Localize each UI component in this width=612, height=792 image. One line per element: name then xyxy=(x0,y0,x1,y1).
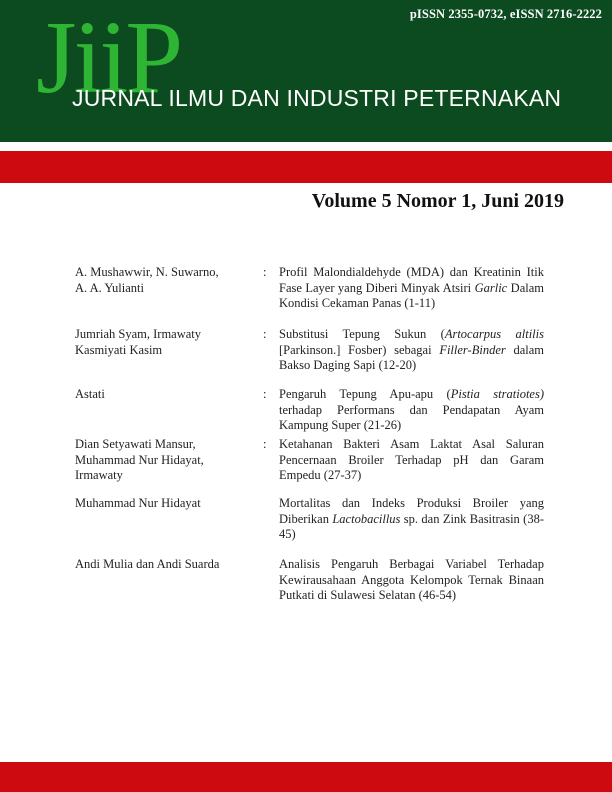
toc-article-title xyxy=(279,557,544,604)
toc-separator: : xyxy=(263,265,267,279)
title-part: Pengaruh Tepung Apu-apu ( xyxy=(279,387,451,401)
issn-text: pISSN 2355-0732, eISSN 2716-2222 xyxy=(409,7,602,21)
author-line: A. A. Yulianti xyxy=(75,280,144,295)
toc-authors xyxy=(75,557,260,573)
author-line: Astati xyxy=(75,387,105,401)
toc-article-title xyxy=(279,387,544,434)
toc-article-title xyxy=(279,496,544,543)
journal-name: JURNAL ILMU DAN INDUSTRI PETERNAKAN xyxy=(72,85,562,111)
title-italic-part: Lactobacillus xyxy=(332,511,401,526)
title-italic-part: Filler-Binder xyxy=(439,342,506,357)
author-line: Jumriah Syam, Irmawaty xyxy=(75,327,202,341)
toc-article-title xyxy=(279,437,544,484)
title-part: Dalam Kondisi Cekaman Panas (1-11) xyxy=(279,280,544,310)
footer-red-band xyxy=(0,762,612,792)
author-line: Dian Setyawati Mansur, xyxy=(75,437,196,451)
toc-authors xyxy=(75,387,260,403)
title-part: sp. dan Zink Basitrasin (38-45) xyxy=(279,511,544,541)
author-line: Andi Mulia dan Andi Suarda xyxy=(75,557,220,571)
author-line: Kasmiyati Kasim xyxy=(75,342,163,357)
author-line: Muhammad Nur Hidayat xyxy=(75,496,201,510)
title-part: Profil Malondialdehyde (MDA) dan Kreatinin Itik Fase Layer yang Diberi Minyak Atsiri xyxy=(279,265,544,295)
header-red-band xyxy=(0,151,612,183)
header-divider xyxy=(0,142,612,151)
title-part: [Parkinson.] Fosber) sebagai xyxy=(279,342,440,357)
title-part: Mortalitas dan Indeks Produksi Broiler yang Diberikan xyxy=(279,496,544,526)
toc-article-title xyxy=(279,265,544,312)
journal-header xyxy=(0,0,612,142)
title-italic-part: Garlic xyxy=(474,280,508,295)
toc-separator: : xyxy=(263,437,267,451)
issue-volume: Volume 5 Nomor 1, Juni 2019 xyxy=(311,190,564,212)
title-part: Ketahanan Bakteri Asam Laktat Asal Saluran Pencernaan Broiler Terhadap pH dan Garam Empedu (27-37) xyxy=(279,437,544,482)
toc-authors xyxy=(75,437,260,484)
toc-separator: : xyxy=(263,387,267,401)
author-line: Muhammad Nur Hidayat, xyxy=(75,452,204,467)
title-part: Substitusi Tepung Sukun ( xyxy=(279,327,445,341)
toc-authors xyxy=(75,496,260,512)
author-line: A. Mushawwir, N. Suwarno, xyxy=(75,265,219,279)
toc-authors xyxy=(75,265,260,296)
title-italic-part: Pistia stratiotes) xyxy=(450,387,544,401)
author-line: Irmawaty xyxy=(75,468,123,482)
toc-separator: : xyxy=(263,327,267,341)
toc-article-title xyxy=(279,327,544,374)
toc-authors xyxy=(75,327,260,358)
title-italic-part: Artocarpus altilis xyxy=(444,327,544,341)
title-part: Analisis Pengaruh Berbagai Variabel Terhadap Kewirausahaan Anggota Kelompok Ternak Binaan Putkati di Sulawesi Selatan (46-54) xyxy=(279,557,544,602)
journal-logo: JiiP xyxy=(36,0,181,115)
title-part: terhadap Performans dan Pendapatan Ayam Kampung Super (21-26) xyxy=(279,402,544,432)
title-part: dalam Bakso Daging Sapi (12-20) xyxy=(279,342,545,372)
